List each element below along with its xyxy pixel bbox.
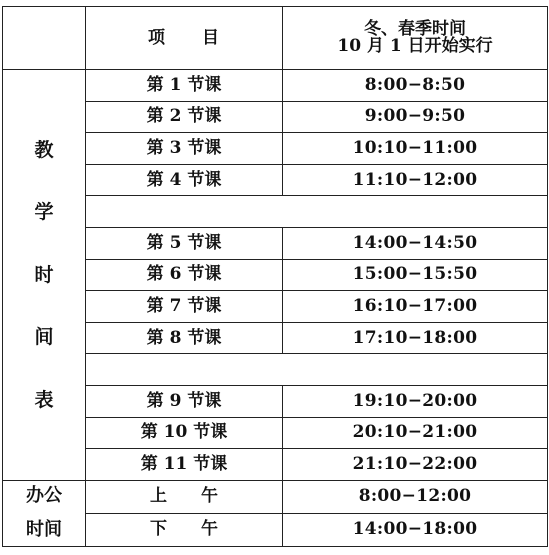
time-cell: 17:10−18:00 [283, 322, 548, 354]
time-cell: 14:00−14:50 [283, 227, 548, 259]
time-cell: 19:10−20:00 [283, 385, 548, 417]
season-header-line2: 10 月 1 日开始实行 [337, 36, 493, 56]
period-cell: 第 6 节课 [86, 259, 283, 291]
office-time-cell: 8:00−12:00 [283, 480, 548, 513]
time-cell: 11:10−12:00 [283, 164, 548, 196]
break-cell [86, 354, 548, 386]
break-cell [86, 196, 548, 228]
period-cell: 第 2 节课 [86, 101, 283, 133]
period-cell: 第 11 节课 [86, 449, 283, 481]
side-char: 教 [34, 138, 54, 161]
period-cell: 第 4 节课 [86, 164, 283, 196]
time-cell: 9:00−9:50 [283, 101, 548, 133]
season-header [283, 7, 548, 70]
time-cell: 15:00−15:50 [283, 259, 548, 291]
side-char: 间 [34, 326, 54, 349]
period-cell: 第 3 节课 [86, 133, 283, 165]
period-cell: 第 1 节课 [86, 70, 283, 102]
period-cell: 第 10 节课 [86, 417, 283, 449]
period-cell: 第 7 节课 [86, 291, 283, 323]
time-cell: 21:10−22:00 [283, 449, 548, 481]
item-header: 项 目 [86, 7, 283, 70]
teaching-side-label [3, 70, 86, 481]
office-period-cell: 上 午 [86, 480, 283, 513]
side-char: 表 [34, 388, 54, 411]
schedule-table [2, 6, 548, 547]
office-row [3, 480, 548, 513]
time-cell: 8:00−8:50 [283, 70, 548, 102]
period-cell: 第 9 节课 [86, 385, 283, 417]
side-char: 学 [34, 201, 54, 224]
period-cell: 第 5 节课 [86, 227, 283, 259]
time-cell: 16:10−17:00 [283, 291, 548, 323]
side-char: 时 [34, 263, 54, 286]
period-cell: 第 8 节课 [86, 322, 283, 354]
time-cell: 20:10−21:00 [283, 417, 548, 449]
table-row [3, 70, 548, 102]
office-label-line2: 时间 [26, 519, 62, 541]
office-period-cell: 下 午 [86, 513, 283, 546]
season-header-line1: 冬、春季时间 [364, 19, 466, 39]
time-cell: 10:10−11:00 [283, 133, 548, 165]
header-row [3, 7, 548, 70]
office-side-label [3, 480, 86, 546]
header-corner-cell [3, 7, 86, 70]
office-time-cell: 14:00−18:00 [283, 513, 548, 546]
office-label-line1: 办公 [26, 485, 62, 507]
